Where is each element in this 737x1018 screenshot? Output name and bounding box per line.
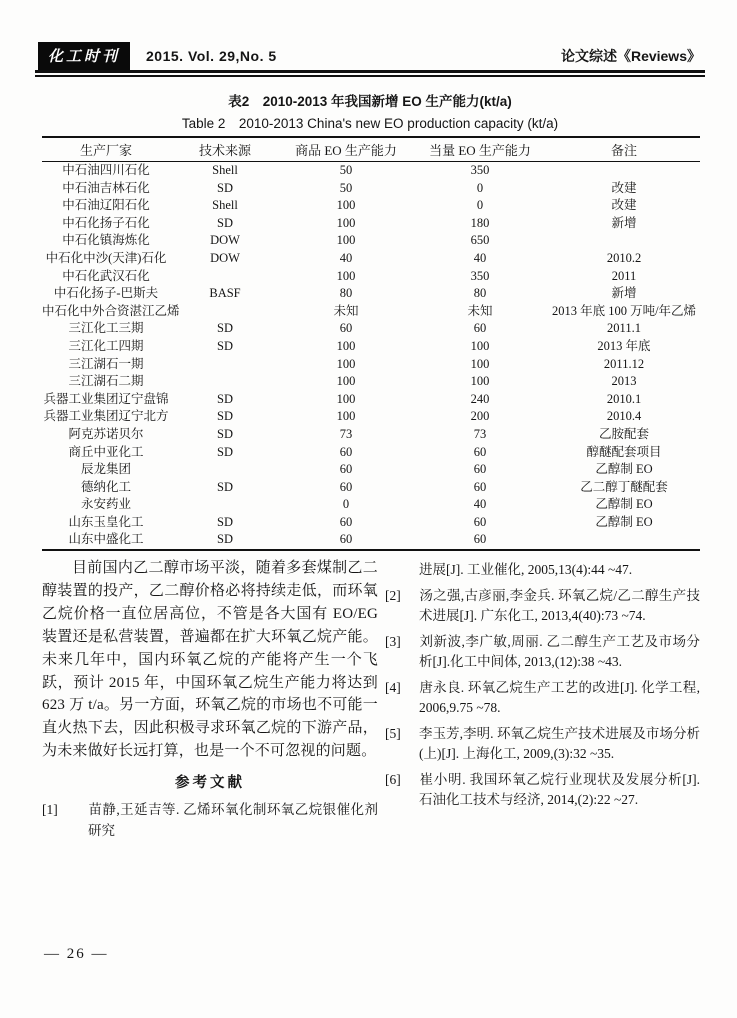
table-cell: 0 — [342, 497, 350, 512]
reference-text: 唐永良. 环氧乙烷生产工艺的改进[J]. 化学工程, 2006,9.75 ~78. — [419, 679, 700, 715]
column-header: 商品 EO 生产能力 — [280, 137, 412, 162]
table-cell: 中石化镇海炼化 — [62, 233, 150, 248]
table-row — [42, 444, 700, 462]
reference-text: 李玉芳,李明. 环氧乙烷生产技术进展及市场分析(上)[J]. 上海化工, 2009,(3):32 ~35. — [419, 725, 700, 761]
table-cell: 三江湖石二期 — [68, 374, 144, 389]
table-cell: SD — [217, 321, 233, 336]
table-cell: 40 — [473, 497, 487, 512]
table-cell: SD — [217, 215, 233, 230]
table-cell: 未知 — [467, 303, 493, 318]
table-cell: 240 — [470, 391, 490, 406]
reference-label: [5] — [385, 725, 401, 741]
table-cell: 三江化工三期 — [68, 321, 144, 336]
reference-item — [42, 800, 378, 841]
table-title-zh: 表2 2010-2013 年我国新增 EO 生产能力(kt/a) — [228, 94, 512, 109]
table-cell — [170, 461, 280, 479]
references-list — [385, 586, 700, 811]
table-cell: 100 — [336, 356, 356, 371]
table-cell: 80 — [473, 286, 487, 301]
table-cell: 60 — [339, 479, 353, 494]
table-cell: 40 — [339, 250, 353, 265]
table-cell — [170, 303, 280, 321]
table-cell: 73 — [339, 426, 353, 441]
table-cell — [170, 356, 280, 374]
table-cell: 2011.1 — [607, 321, 641, 336]
table-cell: 阿克苏诺贝尔 — [68, 426, 144, 441]
table-cell: SD — [217, 514, 233, 529]
reference-text: 汤之强,古彦丽,李金兵. 环氧乙烷/乙二醇生产技术进展[J]. 广东化工, 2013,4(40):73 ~74. — [419, 587, 700, 623]
table-row — [42, 197, 700, 215]
table-row — [42, 303, 700, 321]
table-cell: 山东玉皇化工 — [68, 514, 144, 529]
table-row — [42, 320, 700, 338]
header-divider — [35, 70, 705, 77]
table-cell: 2010.2 — [606, 250, 642, 265]
table-cell: 200 — [470, 409, 490, 424]
table-cell: 辰龙集团 — [80, 462, 131, 477]
table-row — [42, 215, 700, 233]
table-row — [42, 162, 700, 180]
table-cell: 60 — [473, 532, 487, 547]
table-cell: 50 — [339, 163, 353, 177]
table-cell: 60 — [473, 462, 487, 477]
table-cell: 100 — [336, 268, 356, 283]
right-column — [385, 557, 700, 846]
page-number: — 26 — — [44, 946, 109, 962]
reference-text: 苗静,王延吉等. 乙烯环氧化制环氧乙烷银催化剂研究 — [88, 802, 378, 838]
table-cell: 73 — [473, 426, 487, 441]
table-cell: 100 — [470, 374, 490, 389]
table-cell: 100 — [336, 374, 356, 389]
journal-logo: 化工时刊 — [38, 42, 130, 70]
table-row — [42, 426, 700, 444]
table-cell: 2013 年底 100 万吨/年乙烯 — [551, 303, 697, 318]
table-row — [42, 496, 700, 514]
table-row — [42, 356, 700, 374]
table-cell: 2011 — [611, 268, 637, 283]
table-cell: SD — [217, 444, 233, 459]
table-cell: 2010.1 — [606, 391, 642, 406]
header-left — [38, 42, 277, 70]
eo-capacity-table — [42, 136, 700, 551]
table-row — [42, 479, 700, 497]
table-header-row — [42, 137, 700, 162]
table-cell: 商丘中亚化工 — [68, 444, 144, 459]
table-body — [42, 162, 700, 551]
reference-label: [3] — [385, 633, 401, 649]
table-cell: 100 — [470, 356, 490, 371]
reference-item — [385, 632, 700, 673]
table-cell: 中石化中外合资湛江乙烯 — [42, 303, 180, 318]
table-cell: 60 — [473, 444, 487, 459]
table-cell: 中石化武汉石化 — [62, 268, 150, 283]
table-title-en: Table 2 2010-2013 China's new EO production capacity (kt/a) — [181, 116, 559, 131]
table-cell: 100 — [336, 198, 356, 213]
table-cell: DOW — [210, 250, 240, 265]
table-cell: 中石油吉林石化 — [62, 180, 150, 195]
table-cell: 100 — [470, 338, 490, 353]
divider-line-bottom — [35, 75, 705, 77]
table-cell: 乙胺配套 — [598, 426, 649, 441]
table-cell: 乙醇制 EO — [595, 462, 653, 477]
table-cell — [548, 232, 700, 250]
table-cell: 350 — [470, 163, 490, 177]
table-cell: 改建 — [611, 198, 637, 213]
reference-item — [385, 678, 700, 719]
reference-text: 刘新波,李广敏,周丽. 乙二醇生产工艺及市场分析[J].化工中间体, 2013,(12):38 ~43. — [419, 633, 700, 669]
table-cell: 中石化中沙(天津)石化 — [45, 250, 167, 265]
table-cell — [170, 496, 280, 514]
table-cell: BASF — [209, 286, 241, 301]
body-columns — [42, 557, 700, 846]
table-cell: SD — [217, 338, 233, 353]
table-cell: 兵器工业集团辽宁盘锦 — [43, 391, 169, 406]
table-cell: 100 — [336, 215, 356, 230]
table-row — [42, 461, 700, 479]
table-cell: 新增 — [611, 286, 637, 301]
table-cell: 0 — [476, 180, 484, 195]
table-cell: SD — [217, 479, 233, 494]
table-cell: 乙醇制 EO — [595, 497, 653, 512]
body-paragraph: 目前国内乙二醇市场平淡，随着多套煤制乙二醇装置的投产，乙二醇价格必将持续走低，而环氧乙烷价格一直位居高位，不管是各大国有 EO/EG 装置还是私营装置，普遍都在扩大环氧乙烷产能。未来几年中，国内环氧乙烷的产能将产生一个飞跃，预计 2015 年，中国环氧乙烷生产能力将达到 623 万 t/a。另一方面，环氧乙烷的市场也不可能一直火热下去，因此积极寻求环氧乙烷的下游产品，为未来做好长远打算，也是一个不可忽视的问题。 — [42, 560, 378, 760]
left-column — [42, 557, 378, 846]
column-header: 备注 — [548, 137, 700, 162]
references-heading: 参考文献 — [175, 775, 245, 792]
table-row — [42, 391, 700, 409]
table-row — [42, 531, 700, 550]
table-cell: 40 — [473, 250, 487, 265]
table-row — [42, 250, 700, 268]
table-cell: 改建 — [611, 180, 637, 195]
table-cell: 60 — [339, 462, 353, 477]
column-header: 技术来源 — [170, 137, 280, 162]
table-cell: 60 — [339, 532, 353, 547]
table-cell: Shell — [212, 163, 238, 177]
table-row — [42, 180, 700, 198]
table-cell: 2013 — [611, 374, 637, 389]
table-cell: 60 — [473, 321, 487, 336]
table-cell: 2013 年底 — [597, 338, 651, 353]
reference-label: [1] — [42, 802, 58, 818]
table-row — [42, 373, 700, 391]
table-row — [42, 268, 700, 286]
table-cell: 80 — [339, 286, 353, 301]
reference-label: [6] — [385, 771, 401, 787]
table-cell — [170, 373, 280, 391]
column-header: 当量 EO 生产能力 — [412, 137, 548, 162]
table-cell: 100 — [336, 409, 356, 424]
page-header — [38, 42, 701, 70]
table-cell: SD — [217, 532, 233, 547]
reference-item — [385, 724, 700, 765]
table-cell: 60 — [473, 479, 487, 494]
table-row — [42, 338, 700, 356]
table-cell: 180 — [470, 215, 490, 230]
table-cell: 三江化工四期 — [68, 338, 144, 353]
table-cell: DOW — [210, 233, 240, 248]
table-title — [40, 92, 700, 134]
table-cell: SD — [217, 409, 233, 424]
table-cell: 中石油四川石化 — [62, 163, 150, 177]
table-cell: 100 — [336, 233, 356, 248]
table-cell: 中石化扬子石化 — [62, 215, 150, 230]
table-cell: 新增 — [611, 215, 637, 230]
reference-continuation: 进展[J]. 工业催化, 2005,13(4):44 ~47. — [419, 562, 633, 577]
table-cell: 60 — [339, 514, 353, 529]
table-cell — [548, 531, 700, 550]
table-cell: 2010.4 — [606, 409, 642, 424]
reference-text: 崔小明. 我国环氧乙烷行业现状及发展分析[J]. 石油化工技术与经济, 2014,(2):22 ~27. — [419, 771, 700, 807]
issue-info: 2015. Vol. 29,No. 5 — [146, 48, 277, 64]
table-cell: Shell — [212, 198, 238, 213]
table-cell — [170, 268, 280, 286]
column-header: 生产厂家 — [42, 137, 170, 162]
table-cell: 中石油辽阳石化 — [62, 198, 150, 213]
table-cell: 650 — [470, 233, 490, 248]
table-cell: 德纳化工 — [80, 479, 131, 494]
table-cell — [548, 162, 700, 180]
table-row — [42, 285, 700, 303]
table-cell: 醇醚配套项目 — [586, 444, 662, 459]
table-cell: 60 — [339, 444, 353, 459]
table-cell: SD — [217, 391, 233, 406]
reference-label: [2] — [385, 587, 401, 603]
table-cell: 0 — [476, 198, 484, 213]
table-cell: 100 — [336, 391, 356, 406]
table-cell: 乙二醇丁醚配套 — [580, 479, 668, 494]
table-cell: SD — [217, 426, 233, 441]
table-row — [42, 408, 700, 426]
table-cell: 中石化扬子-巴斯夫 — [53, 286, 159, 301]
table-cell: 乙醇制 EO — [595, 514, 653, 529]
table-cell: SD — [217, 180, 233, 195]
table-row — [42, 232, 700, 250]
divider-line-top — [35, 70, 705, 73]
table-cell: 60 — [339, 321, 353, 336]
table-cell: 2011.12 — [603, 356, 645, 371]
table-cell: 350 — [470, 268, 490, 283]
table-row — [42, 514, 700, 532]
reference-item — [385, 586, 700, 627]
table-cell: 60 — [473, 514, 487, 529]
table-cell: 50 — [339, 180, 353, 195]
table-cell: 未知 — [333, 303, 359, 318]
reference-item — [385, 770, 700, 811]
table-cell: 永安药业 — [80, 497, 131, 512]
reference-label: [4] — [385, 679, 401, 695]
section-label: 论文综述《Reviews》 — [560, 48, 701, 64]
table-cell: 三江湖石一期 — [68, 356, 144, 371]
table-cell: 100 — [336, 338, 356, 353]
table-cell: 山东中盛化工 — [68, 532, 144, 547]
table-cell: 兵器工业集团辽宁北方 — [43, 409, 169, 424]
